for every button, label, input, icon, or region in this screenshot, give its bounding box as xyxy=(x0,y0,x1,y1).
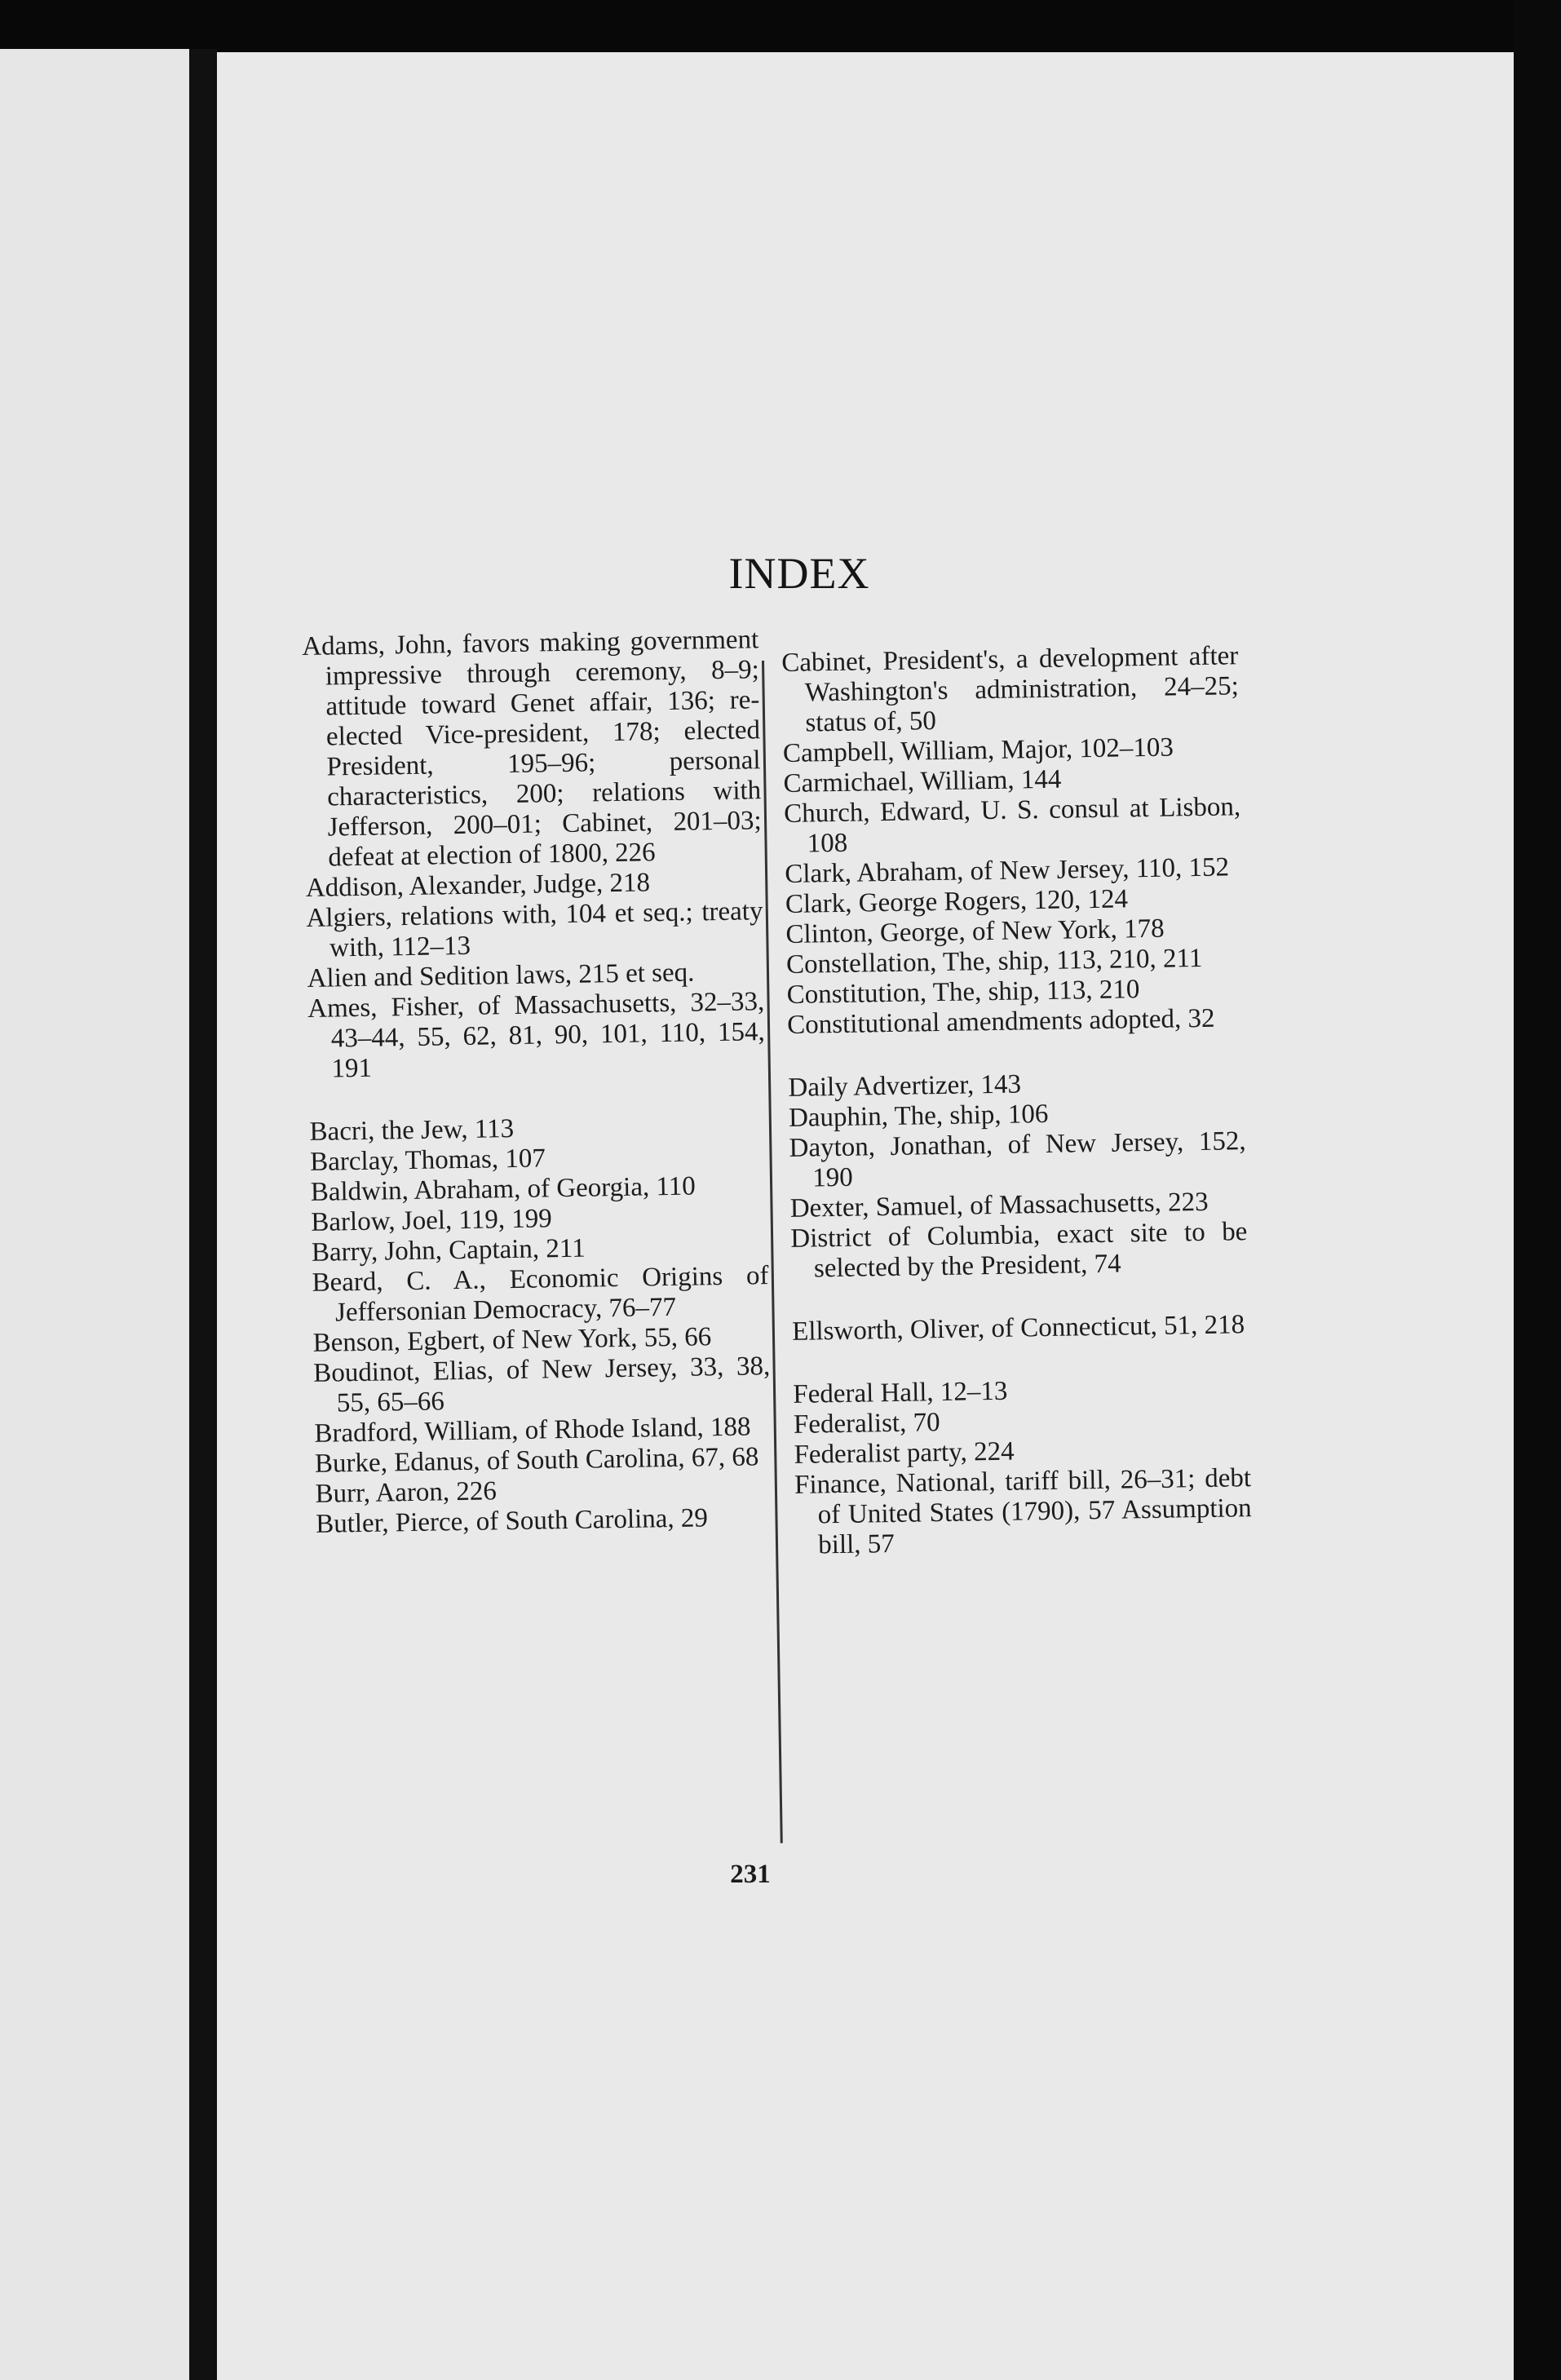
index-entry: Bradford, William, of Rhode Island, 188 xyxy=(314,1412,751,1449)
index-entry: Ellsworth, Oliver, of Connecticut, 51, 218 xyxy=(791,1310,1245,1347)
index-entry: Butler, Pierce, of South Carolina, 29 xyxy=(315,1503,709,1539)
index-entry: Burr, Aaron, 226 xyxy=(315,1476,497,1509)
index-entry: Barlow, Joel, 119, 199 xyxy=(311,1204,553,1237)
index-entry: Boudinot, Elias, of New Jersey, 33, 38, 55, 65–66 xyxy=(312,1351,771,1418)
index-entry: Adams, John, favors making government impressive through ceremony, 8–9; attitude toward Genet affair, 136; re-elected Vice-president, 178; elected President, 195–96; personal characteristics, 200; relations with Jefferson, 200–01; Cabinet, 201–03; defeat at election of 1800, 226 xyxy=(302,625,762,873)
book-gutter xyxy=(189,49,217,2380)
scanner-border-top xyxy=(0,0,1561,52)
index-entry: Clark, George Rogers, 120, 124 xyxy=(785,884,1129,919)
index-entry: Benson, Egbert, of New York, 55, 66 xyxy=(312,1322,712,1358)
index-entry: Clark, Abraham, of New Jersey, 110, 152 xyxy=(785,852,1230,889)
index-entry: Barry, John, Captain, 211 xyxy=(311,1233,586,1267)
index-entry: Alien and Sedition laws, 215 et seq. xyxy=(307,958,695,993)
index-entry: Clinton, George, of New York, 178 xyxy=(785,914,1165,949)
index-entry: Constitution, The, ship, 113, 210 xyxy=(786,975,1140,1010)
index-entry: Baldwin, Abraham, of Georgia, 110 xyxy=(310,1171,696,1207)
index-entry: Barclay, Thomas, 107 xyxy=(309,1144,546,1177)
index-entry: Burke, Edanus, of South Carolina, 67, 68 xyxy=(314,1442,759,1479)
page-number: 231 xyxy=(730,1860,771,1889)
facing-page xyxy=(0,49,189,2380)
index-column-right xyxy=(781,641,1253,1561)
scanner-border-right xyxy=(1514,0,1561,2380)
index-entry: District of Columbia, exact site to be selected by the President, 74 xyxy=(790,1217,1248,1284)
index-entry: Constellation, The, ship, 113, 210, 211 xyxy=(785,943,1203,980)
index-entry: Church, Edward, U. S. consul at Lisbon, 108 xyxy=(783,792,1241,859)
index-entry: Federalist party, 224 xyxy=(794,1436,1015,1470)
index-entry: Beard, C. A., Economic Origins of Jeffersonian Democracy, 76–77 xyxy=(312,1261,769,1328)
index-entry: Federalist, 70 xyxy=(793,1408,940,1440)
index-entry: Federal Hall, 12–13 xyxy=(793,1376,1008,1409)
index-entry: Ames, Fisher, of Massachusetts, 32–33, 43–44, 55, 62, 81, 90, 101, 110, 154, 191 xyxy=(307,987,766,1084)
index-column-left xyxy=(302,625,772,1540)
index-entry: Dauphin, The, ship, 106 xyxy=(788,1099,1049,1133)
index-entry: Daily Advertizer, 143 xyxy=(788,1069,1022,1103)
index-entry: Campbell, William, Major, 102–103 xyxy=(782,732,1174,768)
index-entry: Finance, National, tariff bill, 26–31; debt of United States (1790), 57 Assumption bill, 57 xyxy=(794,1463,1252,1560)
index-entry: Algiers, relations with, 104 et seq.; treaty with, 112–13 xyxy=(306,896,763,963)
index-entry: Dayton, Jonathan, of New Jersey, 152, 190 xyxy=(789,1126,1246,1193)
index-entry: Bacri, the Jew, 113 xyxy=(309,1113,515,1147)
index-entry: Carmichael, William, 144 xyxy=(783,764,1062,798)
index-entry: Addison, Alexander, Judge, 218 xyxy=(305,868,651,903)
index-entry: Cabinet, President's, a development after Washington's administration, 24–25; status of, 50 xyxy=(781,641,1240,738)
page-title: INDEX xyxy=(728,549,870,598)
index-entry: Dexter, Samuel, of Massachusetts, 223 xyxy=(789,1187,1209,1223)
index-entry: Constitutional amendments adopted, 32 xyxy=(786,1003,1215,1040)
